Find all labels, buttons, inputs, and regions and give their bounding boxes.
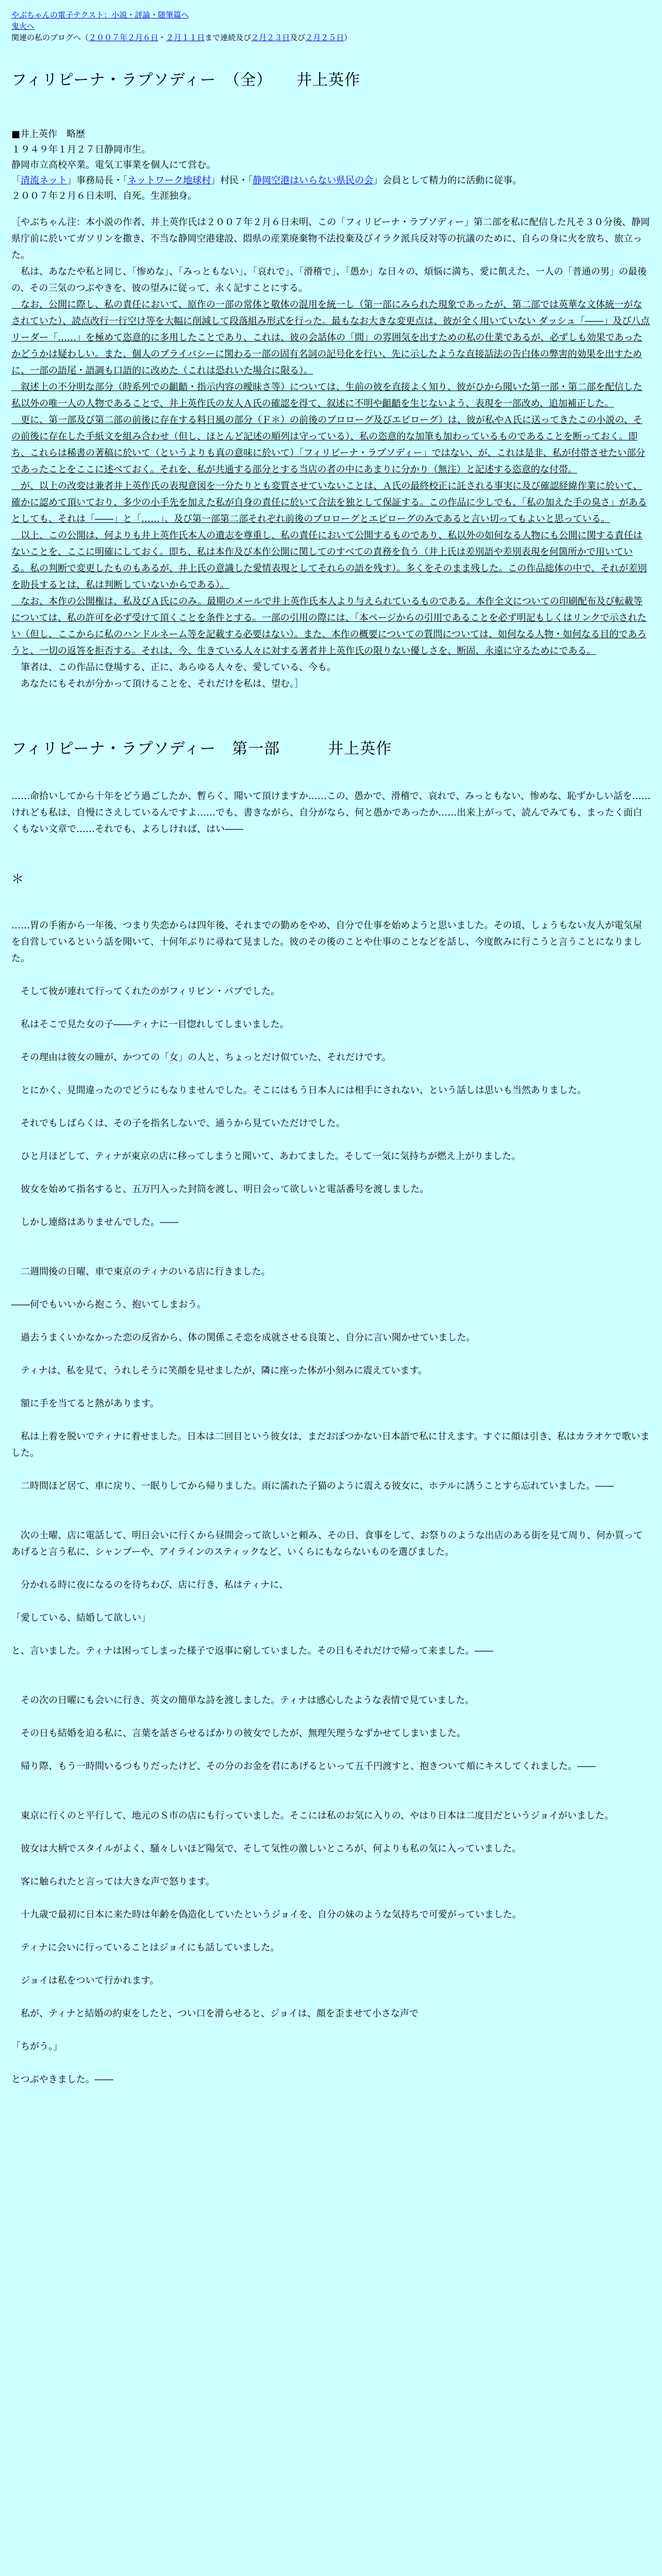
related-and: 及び — [290, 33, 306, 42]
related-middle: まで連続及び — [205, 33, 252, 42]
story-paragraph: その日も結婚を迫る私に、言葉を話さらせるばかりの彼女でしたが、無理矢理うなずかせてしまいました。 — [11, 1728, 466, 1739]
org-post: 」会員として精力的に活動に従事。 — [373, 175, 522, 186]
org-mid1: 」事務局長・「 — [67, 175, 127, 186]
org-link-airport[interactable]: 静岡空港はいらない県民の会 — [253, 175, 373, 186]
org-link-chikyumura[interactable]: ネットワーク地球村 — [127, 175, 211, 186]
intro-paragraph: あなたにもそれが分かって頂けることを、それだけを私は、望む。］ — [11, 679, 304, 689]
bio-death: ２００７年２月６日未明、自死。生涯独身。 — [11, 191, 197, 201]
related-prefix: 関連の私のブログへ（ — [11, 33, 89, 42]
story-paragraph: ……胃の手術から一年後、つまり失恋からは四年後、それまでの勤めをやめ、自分で仕事を始めようと思いました。その頃、しょうもない友人が電気屋を自営しているという話を聞いて、十何年ぶりに尋ねて見ました。彼のその後のことや仕事のことなどを話し、今度飲みに行こうと言うことになりました。 — [11, 920, 642, 964]
story-paragraph: ジョイは私をついて行かれます。 — [11, 1975, 159, 1986]
bio-career: 静岡市立高校卒業。電気工事業を個人にて営む。 — [11, 160, 216, 171]
story-paragraph: 分かれる時に夜になるのを待ちわび、店に行き、私はティナに、 — [11, 1580, 289, 1590]
story-paragraph: とにかく、見間違ったのでどうにもなりませんでした。そこにはもう日本人には相手にされない、という話しは思いも当然ありました。 — [11, 1085, 587, 1096]
intro-paragraph: なお、公開に際し、私の責任において、原作の一部の常体と敬体の混用を統一し（第一部にみられた現象であったが、第二部では英華な文体統一がなされていた）、読点改行一行空け等を大幅に削減して段落組み形式を行った。最もなお大きな変更点は、彼が全く用いていない ダッシュ「――」及び八点リーダー「……」を極めて恣意的に多用したことであり、これは、彼の会話体の「間」の雰囲気を出すための私の仕業であるが、必ずしも効果であったかどうかは疑わしい。また、個人のプライバシーに関わる一部の固有名詞の記号化を行い、先に示したような直接話法の告白体の弊害的効果を出すために、一部の語尾・語調も口語的に改めた（これは恐れいた場合に限る）。 — [11, 299, 650, 376]
story-paragraph: 十九歳で最初に日本に来た時は年齢を偽造化していたというジョイを、自分の妹のような気持ちで可愛がっていました。 — [11, 1909, 522, 1920]
bio-born: １９４９年１月２７日静岡市生。 — [11, 144, 151, 155]
section-star: ＊ — [11, 872, 24, 886]
intro-paragraph: 以上、この公開は、何よりも井上英作氏本人の遺志を尊重し、私の責任において公開するものであり、私以外の如何なる人物にも公開に関する責任はないことを、ここに明確にしておく。即ち、私は本作及び本作公開に関してのすべての責務を負う（井上氏は差別語や差別表現を何箇所かで用いている。私の判断で変更したものもあるが、井上氏の意識した愛情表現としてそれらの語を残す）。多くをそのまま残した。この作品総体の中で、それが差別を助長するとは、私は判断していないからである）。 — [11, 530, 647, 590]
story-paragraph: と、言いました。ティナは困ってしまった様子で返事に窮していました。その日もそれだけで帰って来ました。―― — [11, 1646, 493, 1656]
story-paragraph: 二週間後の日曜、車で東京のティナのいる店に行きました。 — [11, 1266, 271, 1277]
home-link[interactable]: やぶちゃんの電子テクスト：小説・評論・随筆篇へ — [11, 10, 189, 20]
story-paragraph: 私はそこで見た女の子――ティナに一目惚れしてしまいました。 — [11, 1019, 289, 1030]
story-paragraph: その次の日曜にも会いに行き、英文の簡単な詩を渡しました。ティナは感心したような表情で見ていました。 — [11, 1695, 474, 1706]
back-link[interactable]: 鬼火へ — [11, 22, 35, 31]
story-paragraph: とつぶやきました。―― — [11, 2074, 113, 2085]
story-paragraph: 帰り際、もう一時間いるつもりだったけど、その分のお金を君にあげるといって五千円渡すと、抱きついて頬にキスしてくれました。―― — [11, 1761, 596, 1772]
org-link-seiryu[interactable]: 清流ネット — [21, 175, 67, 186]
author-bio — [11, 127, 651, 204]
story-paragraph: それでもしばらくは、その子を指名しないで、通うから見ていただけでした。 — [11, 1118, 345, 1129]
page-title: フィリピーナ・ラプソディー （全） 井上英作 — [11, 71, 360, 89]
story-paragraph: 二時間ほど居て、車に戻り、一眠りしてから帰りました。雨に濡れた子猫のように震える彼女に、ホテルに誘うことすら忘れていました。―― — [11, 1481, 614, 1492]
intro-paragraph: が、以上の改変は兼者井上英作氏の表現意図を一分たりとも変質させていないことは、Ａ氏の最終校正に託される事実に及び確認経緯作業に於いて、確かに認めて頂いており、多少の小手先を加えた私が自身の責任に於いて合法を独として保証する。この作品に少しでも、「私の加えた手の臭さ」があるとしても、それは「――」と「……」、及び第一部第二部それぞれ前後のプロローグとエピローグのみであると言い切ってもよいと思っている。 — [11, 481, 647, 524]
blog-link-date1[interactable]: ２００７年２月６日 — [89, 33, 159, 42]
editor-note — [11, 214, 651, 692]
story-paragraph: 私は上着を脱いでティナに着せました。日本は二回目という彼女は、まだおぼつかない日本語で私に甘えます。すぐに顔は引き、私はカラオケで歌いました。 — [11, 1431, 650, 1459]
blog-link-date4[interactable]: ２月２５日 — [305, 33, 344, 42]
story-paragraph: ティナに会いに行っていることはジョイにも話していました。 — [11, 1942, 280, 1953]
related-blog-line — [11, 32, 651, 43]
story-paragraph: 私が、ティナと結婚の約束をしたと、つい口を滑らせると、ジョイは、顔を歪ませて小さな声で — [11, 2008, 419, 2019]
story-paragraph: そして彼が連れて行ってくれたのがフィリピン・パブでした。 — [11, 986, 280, 997]
intro-paragraph: なお、本作の公開権は、私及びＡ氏にのみ。最期のメールで井上英作氏本人より与えられているものである。本作全文についての印刷配布及び転載等については、私の許可を必ず受けて頂くことを条件とする。一部の引用の際には、「本ページからの引用であることを必ず明記もしくはリンクで示されたい（但し、ここからに私のハンドルネーム等を記載する必要はない）。また、本作の概要についての質問については、如何なる人物・如何なる目的であろうと、一切の返答を拒否する。それは、今、生きている人々に対する著者井上英作氏の限りない優しさを、断固、永遠に守るためにである。 — [11, 596, 647, 656]
related-suffix: ） — [344, 33, 352, 42]
intro-paragraph: 叙述上の不分明な部分（時系列での齟齬・指示内容の曖昧さ等）については、生前の彼を直接よく知り、彼がひから聞いた第一部・第二部を配信した私以外の唯一人の人物であることで、井上英作氏の友人Ａ氏の確認を得て、叙述に不明や齟齬を生じないよう、表現を一部改め、追加補正した。 — [11, 382, 642, 409]
story-paragraph: 「愛している、結婚して欲しい」 — [11, 1613, 151, 1623]
intro-paragraph: 筆者は、この作品に登場する、正に、あらゆる人々を、愛している、今も。 — [11, 662, 336, 673]
story-paragraph: 東京に行くのと平行して、地元のＳ市の店にも行っていました。そこには私のお気に入りの、やはり日本は二度目だというジョイがいました。 — [11, 1810, 614, 1821]
intro-paragraph: 私は、あなたや私と同じ、「惨めな」、「みっともない」、「哀れで」、「滑稽で」、「愚か」な日々の、煩悩に満ち、愛に飢えた、一人の「普通の男」の最後の、その三気のつぶやきを、彼の望みに従って、永く記すことにする。 — [11, 266, 647, 294]
part-one-title: フィリピーナ・ラプソディー 第一部 井上英作 — [11, 740, 392, 758]
bio-organizations — [11, 173, 651, 189]
story-paragraph: ひと月ほどして、ティナが東京の店に移ってしまうと聞いて、あわてました。そして一気に気持ちが燃え上がりました。 — [11, 1151, 521, 1162]
story-paragraph: 「ちがう。」 — [11, 2041, 62, 2052]
intro-paragraph: 更に、第一部及び第二部の前後に存在する料日風の部分（Ｆ＊）の前後のプロローグ及びエピローグ）は、彼が私やＡ氏に送ってきたこの小説の、その前後に存在した手紙文を組み合わせ（但し、ほとんど記述の順列は守っている）、私の恣意的な加筆も加わっているものであることを断っておく。即ち、これらは稀書の著稿に於いて（というよりも真の意味に於いて）「フィリピーナ・ラプソディー」ではない、が、これは是非、私が付帯させたい部分であったことをここに述べておく。それを、私が共通する部分とする当店の者の中にあまりに分かり（無注）と記述する恣意的な付帯。 — [11, 415, 646, 475]
story-paragraph: ティナは、私を見て、うれしそうに笑顔を見せましたが、隣に座った体が小刻みに震えています。 — [11, 1365, 427, 1376]
story-paragraph: しかし連絡はありませんでした。―― — [11, 1217, 178, 1228]
story-paragraph: 過去うまくいかなかった恋の反省から、体の関係こそ恋を成就させる良策と、自分に言い聞かせていました。 — [11, 1332, 475, 1343]
org-pre: 「 — [11, 175, 21, 186]
blog-link-date2[interactable]: ２月１１日 — [166, 33, 205, 42]
story-paragraph: 客に触られたと言っては大きな声で怒ります。 — [11, 1876, 215, 1887]
related-sep: ・ — [158, 33, 167, 42]
story-paragraph: 彼女は大柄でスタイルがよく、騒々しいほど陽気で、そして気性の激しいところが、何よりも私の気に入っていました。 — [11, 1843, 521, 1854]
bio-heading: ■井上英作 略歴 — [11, 129, 86, 140]
story-paragraph: 次の土曜、店に電話して、明日会いに行くから昼間会って欲しいと頼み、その日、食事をして、お祭りのような出店のある街を見て周り、何か買ってあげると言う私に、シャンプーや、アイラインのスティックなど、いくらにもならないものを選びました。 — [11, 1530, 643, 1557]
story-paragraph: ――何でもいいから抱こう、抱いてしまおう。 — [11, 1299, 206, 1310]
org-mid2: 」村民・「 — [211, 175, 253, 186]
story-body — [11, 788, 651, 2088]
intro-paragraph: ［やぶちゃん注：本小説の作者、井上英作氏は２００７年２月６日未明、この「フィリピーナ・ラプソディー」第二部を私に配信した凡そ３０分後、静岡県庁前に於いてガソリンを撒き、不当な静岡空港建設、悶県の産業廃棄物不法投棄及びイラク派兵反対等の抗議のために、自らの身に火を放ち、旅立った。 — [11, 217, 650, 261]
story-paragraph: その理由は彼女の瞳が、かつての「女」の人と、ちょっとだけ似ていた、それだけです。 — [11, 1052, 391, 1063]
story-paragraph: 額に手を当てると熱があります。 — [11, 1398, 159, 1409]
blog-link-date3[interactable]: ２月２３日 — [251, 33, 290, 42]
story-paragraph: 彼女を始めて指名すると、五万円入った封筒を渡し、明日会って欲しいと電話番号を渡しました。 — [11, 1184, 429, 1195]
story-paragraph: ……命拾いしてから十年をどう過ごしたか、暫らく、聞いて頂けますか……この、愚かで、滑稽で、哀れで、みっともない、惨めな、恥ずかしい話を……けれども私は、自慢にさえしているんですよ……でも、書きながら、自分がなら、何と愚かであったか……出来上がって、読んでみても、まったく面白くもない文章で……それでも、よろしければ、はい―― — [11, 791, 651, 835]
